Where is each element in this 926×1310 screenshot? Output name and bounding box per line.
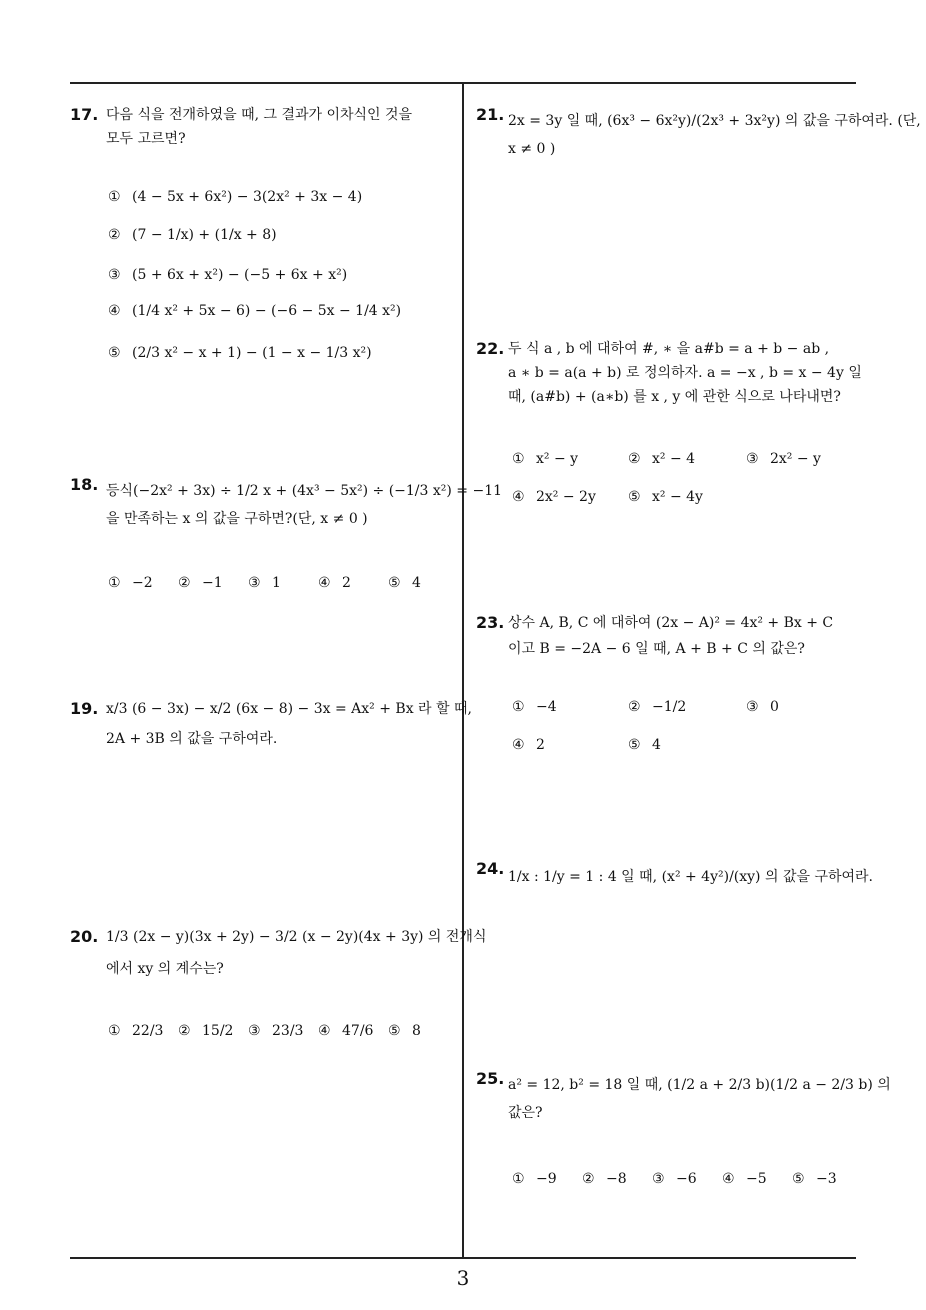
bottom-rule <box>70 1257 856 1259</box>
choice-text: (7 − 1/x) + (1/x + 8) <box>132 227 277 243</box>
choice-mark: ④ <box>318 1023 331 1039</box>
choice-text: −8 <box>606 1171 627 1187</box>
question-line: 1/3 (2x − y)(3x + 2y) − 3/2 (x − 2y)(4x + 3y) 의 전개식 <box>106 929 487 945</box>
choice-4[interactable] <box>512 486 596 508</box>
choice-mark: ⑤ <box>388 1023 401 1039</box>
choice-mark: ④ <box>318 575 331 591</box>
choice-mark: ⑤ <box>108 345 121 361</box>
question-line: 값은? <box>508 1105 543 1121</box>
choice-1[interactable] <box>108 186 362 208</box>
question-text <box>508 338 862 410</box>
question-number: 24. <box>476 859 505 878</box>
column-divider <box>462 83 464 1259</box>
choice-mark: ④ <box>512 489 525 505</box>
choice-5[interactable] <box>388 572 421 594</box>
choice-1[interactable] <box>512 1168 557 1190</box>
choice-5[interactable] <box>628 486 703 508</box>
choice-mark: ① <box>512 699 525 715</box>
choice-mark: ② <box>628 451 641 467</box>
choice-2[interactable] <box>108 224 277 246</box>
choice-text: −1 <box>202 575 223 591</box>
question-number: 22. <box>476 339 505 358</box>
choice-text: −2 <box>132 575 153 591</box>
question-line: a ∗ b = a(a + b) 로 정의하자. a = −x , b = x − 4y 일 <box>508 365 862 381</box>
choice-5[interactable] <box>792 1168 837 1190</box>
question-line: 이고 B = −2A − 6 일 때, A + B + C 의 값은? <box>508 641 805 657</box>
question-line: a² = 12, b² = 18 일 때, (1/2 a + 2/3 b)(1/2 a − 2/3 b) 의 <box>508 1077 891 1093</box>
choice-3[interactable] <box>746 448 821 470</box>
choice-mark: ③ <box>248 575 261 591</box>
question-text <box>508 612 833 662</box>
question-line: x ≠ 0 ) <box>508 141 556 157</box>
question-text <box>106 698 472 752</box>
choice-text: (4 − 5x + 6x²) − 3(2x² + 3x − 4) <box>132 189 363 205</box>
choice-mark: ② <box>108 227 121 243</box>
choice-mark: ③ <box>108 267 121 283</box>
question-line: 1/x : 1/y = 1 : 4 일 때, (x² + 4y²)/(xy) 의 값을 구하여라. <box>508 869 873 885</box>
choice-1[interactable] <box>108 1020 163 1042</box>
choice-mark: ② <box>178 1023 191 1039</box>
choice-text: −5 <box>746 1171 767 1187</box>
question-line: 모두 고르면? <box>106 131 186 147</box>
choice-text: 47/6 <box>342 1023 374 1039</box>
choice-mark: ③ <box>746 451 759 467</box>
choice-4[interactable] <box>108 300 401 322</box>
choice-text: (5 + 6x + x²) − (−5 + 6x + x²) <box>132 267 348 283</box>
choice-mark: ① <box>512 1171 525 1187</box>
question-21 <box>476 104 921 174</box>
choice-text: 2x² − y <box>770 451 821 467</box>
choice-3[interactable] <box>746 696 779 718</box>
choice-5[interactable] <box>108 342 372 364</box>
question-25 <box>476 1068 891 1198</box>
choice-text: −4 <box>536 699 557 715</box>
choice-mark: ③ <box>248 1023 261 1039</box>
choice-2[interactable] <box>178 1020 233 1042</box>
question-line: 상수 A, B, C 에 대하여 (2x − A)² = 4x² + Bx + C <box>508 615 834 631</box>
choice-4[interactable] <box>318 572 351 594</box>
choice-text: −1/2 <box>652 699 687 715</box>
choice-text: x² − 4 <box>652 451 696 467</box>
choice-text: 4 <box>652 737 661 753</box>
choice-text: 1 <box>272 575 281 591</box>
choice-mark: ③ <box>746 699 759 715</box>
question-line: 다음 식을 전개하였을 때, 그 결과가 이차식인 것을 <box>106 107 413 123</box>
question-number: 21. <box>476 105 505 124</box>
choice-3[interactable] <box>652 1168 697 1190</box>
choice-mark: ① <box>108 1023 121 1039</box>
question-23 <box>476 612 860 762</box>
choice-2[interactable] <box>178 572 223 594</box>
choice-2[interactable] <box>582 1168 627 1190</box>
choice-mark: ② <box>628 699 641 715</box>
question-number: 20. <box>70 927 99 946</box>
choice-text: 2 <box>342 575 351 591</box>
choice-text: (1/4 x² + 5x − 6) − (−6 − 5x − 1/4 x²) <box>132 303 402 319</box>
question-number: 23. <box>476 613 505 632</box>
choice-mark: ③ <box>652 1171 665 1187</box>
choice-text: 2x² − 2y <box>536 489 596 505</box>
choice-mark: ① <box>512 451 525 467</box>
choice-mark: ⑤ <box>628 737 641 753</box>
question-text <box>508 866 873 890</box>
choice-text: 2 <box>536 737 545 753</box>
choice-3[interactable] <box>248 572 281 594</box>
choice-text: −3 <box>816 1171 837 1187</box>
choice-text: 22/3 <box>132 1023 164 1039</box>
choice-3[interactable] <box>108 264 347 286</box>
question-19 <box>70 698 472 758</box>
choice-text: x² − y <box>536 451 579 467</box>
choice-text: 0 <box>770 699 779 715</box>
question-line: 2A + 3B 의 값을 구하여라. <box>106 731 278 747</box>
choice-mark: ④ <box>512 737 525 753</box>
choice-mark: ② <box>178 575 191 591</box>
choice-2[interactable] <box>628 696 686 718</box>
question-line: 에서 xy 의 계수는? <box>106 961 224 977</box>
choice-text: 15/2 <box>202 1023 234 1039</box>
question-number: 19. <box>70 699 99 718</box>
choice-4[interactable] <box>722 1168 767 1190</box>
choice-mark: ⑤ <box>388 575 401 591</box>
choice-1[interactable] <box>512 696 557 718</box>
question-text <box>508 104 921 162</box>
choice-3[interactable] <box>248 1020 303 1042</box>
question-18 <box>70 474 503 604</box>
choice-4[interactable] <box>512 734 545 756</box>
choice-4[interactable] <box>318 1020 373 1042</box>
choice-5[interactable] <box>628 734 661 756</box>
question-number: 25. <box>476 1069 505 1088</box>
question-line: 두 식 a , b 에 대하여 #, ∗ 을 a#b = a + b − ab , <box>508 341 830 357</box>
choice-2[interactable] <box>628 448 695 470</box>
question-number: 18. <box>70 475 99 494</box>
choice-text: 23/3 <box>272 1023 304 1039</box>
choice-text: −9 <box>536 1171 557 1187</box>
choice-1[interactable] <box>512 448 578 470</box>
choice-text: 8 <box>412 1023 421 1039</box>
choice-text: x² − 4y <box>652 489 703 505</box>
choice-text: −6 <box>676 1171 697 1187</box>
question-text <box>106 926 486 982</box>
question-22 <box>476 338 860 518</box>
question-text <box>106 474 502 532</box>
choice-text: 4 <box>412 575 421 591</box>
choice-1[interactable] <box>108 572 153 594</box>
question-line: 때, (a#b) + (a∗b) 를 x , y 에 관한 식으로 나타내면? <box>508 389 841 405</box>
choice-mark: ② <box>582 1171 595 1187</box>
question-line: 등식(−2x² + 3x) ÷ 1/2 x + (4x³ − 5x²) ÷ (−1/3 x²) = −11 <box>106 483 503 499</box>
question-text <box>106 104 412 152</box>
choice-mark: ④ <box>722 1171 735 1187</box>
question-line: 을 만족하는 x 의 값을 구하면?(단, x ≠ 0 ) <box>106 511 368 527</box>
choice-mark: ④ <box>108 303 121 319</box>
question-line: x/3 (6 − 3x) − x/2 (6x − 8) − 3x = Ax² + Bx 라 할 때, <box>106 701 472 717</box>
choice-mark: ① <box>108 575 121 591</box>
question-number: 17. <box>70 105 99 124</box>
page-number: 3 <box>456 1266 470 1290</box>
choice-text: (2/3 x² − x + 1) − (1 − x − 1/3 x²) <box>132 345 372 361</box>
question-20 <box>70 926 487 1056</box>
choice-mark: ⑤ <box>792 1171 805 1187</box>
question-17 <box>70 104 460 361</box>
question-text <box>508 1068 891 1126</box>
choice-5[interactable] <box>388 1020 421 1042</box>
question-24 <box>476 858 873 898</box>
choice-mark: ⑤ <box>628 489 641 505</box>
question-line: 2x = 3y 일 때, (6x³ − 6x²y)/(2x³ + 3x²y) 의 값을 구하여라. (단, <box>508 113 921 129</box>
choice-mark: ① <box>108 189 121 205</box>
